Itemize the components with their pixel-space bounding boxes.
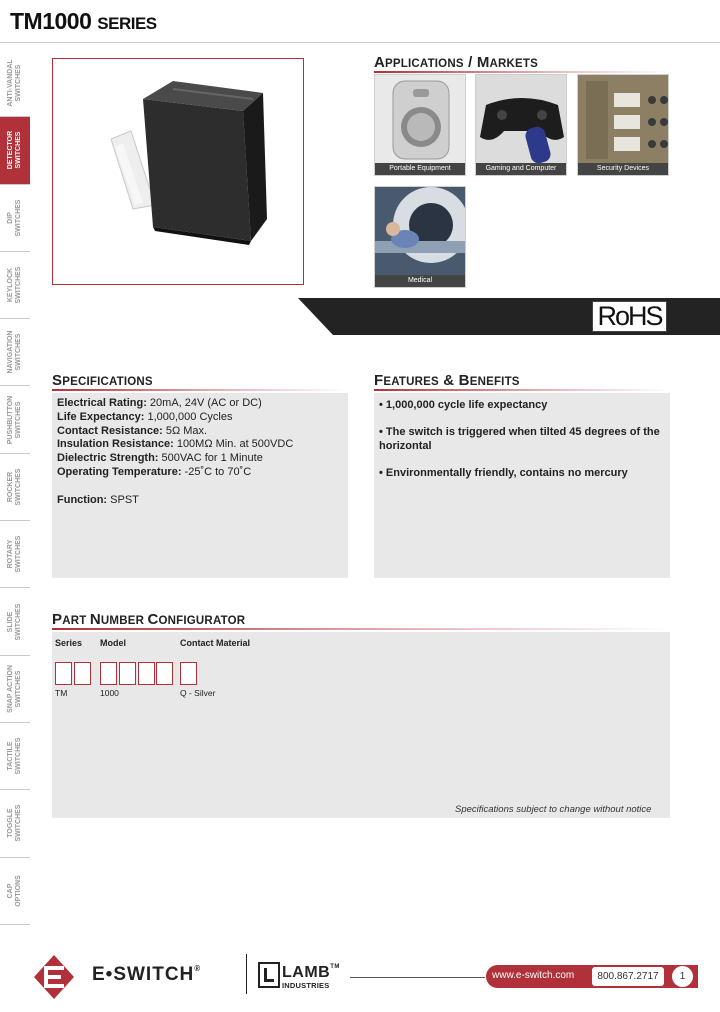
sidebar-item-tactile[interactable]: TACTILE SWITCHES: [0, 723, 30, 790]
page-title: TM1000 SERIES: [10, 8, 157, 34]
game-controller-icon: [476, 75, 567, 165]
features-heading: FEATURES & BENEFITS: [374, 372, 520, 389]
category-sidebar: [0, 50, 30, 925]
sidebar-item-rotary[interactable]: ROTARY SWITCHES: [0, 521, 30, 588]
e-switch-brand: E•SWITCH®: [92, 964, 202, 985]
config-model-value: 1000: [100, 688, 119, 698]
spec-insulation-resistance: Insulation Resistance: 100MΩ Min. at 500VDC: [57, 438, 294, 450]
config-model-box[interactable]: [156, 662, 173, 685]
config-model-label: Model: [100, 638, 126, 648]
spec-function: Function: SPST: [57, 494, 139, 506]
configurator-rule: [52, 628, 670, 630]
feature-item: • The switch is triggered when tilted 45 degrees of the horizontal: [379, 426, 660, 452]
sidebar-item-dip[interactable]: DIP SWITCHES: [0, 185, 30, 252]
title-divider: [0, 42, 720, 43]
config-contact-value: Q - Silver: [180, 688, 216, 698]
e-switch-logo-icon: [34, 955, 74, 999]
sidebar-item-pushbutton[interactable]: PUSHBUTTON SWITCHES: [0, 386, 30, 453]
config-contact-box[interactable]: [180, 662, 197, 685]
config-series-box[interactable]: [55, 662, 72, 685]
change-notice: Specifications subject to change without notice: [455, 804, 652, 815]
feature-item: • Environmentally friendly, contains no mercury: [379, 467, 628, 479]
config-model-box[interactable]: [119, 662, 136, 685]
heater-icon: [375, 75, 466, 165]
lamb-brand: LAMB™: [282, 964, 340, 981]
product-photo: [52, 58, 304, 285]
spec-operating-temperature: Operating Temperature: -25˚C to 70˚C: [57, 466, 252, 478]
spec-contact-resistance: Contact Resistance: 5Ω Max.: [57, 425, 208, 437]
website-link[interactable]: www.e-switch.com: [492, 970, 575, 981]
spec-electrical-rating: Electrical Rating: 20mA, 24V (AC or DC): [57, 397, 262, 409]
sidebar-item-snap-action[interactable]: SNAP ACTION SWITCHES: [0, 656, 30, 723]
specifications-panel: [52, 393, 348, 578]
config-model-box[interactable]: [100, 662, 117, 685]
rohs-badge: RoHS: [592, 301, 667, 332]
sidebar-item-cap-options[interactable]: CAP OPTIONS: [0, 858, 30, 925]
sidebar-item-slide[interactable]: SLIDE SWITCHES: [0, 588, 30, 655]
applications-heading: APPLICATIONS / MARKETS: [374, 54, 539, 71]
sidebar-item-toggle[interactable]: TOGGLE SWITCHES: [0, 790, 30, 857]
application-tile: Medical: [374, 186, 466, 288]
feature-item: • 1,000,000 cycle life expectancy: [379, 399, 548, 411]
application-tile: Gaming and Computer: [475, 74, 567, 176]
footer-divider: [246, 954, 247, 994]
specifications-rule: [52, 389, 348, 391]
phone-number[interactable]: 800.867.2717: [592, 967, 664, 986]
security-panel-icon: [578, 75, 669, 165]
config-series-label: Series: [55, 638, 83, 648]
lamb-industries: INDUSTRIES: [282, 981, 330, 990]
applications-rule: [374, 71, 670, 73]
page-number: 1: [672, 966, 693, 987]
spec-life-expectancy: Life Expectancy: 1,000,000 Cycles: [57, 411, 233, 423]
tilt-switch-image: [53, 59, 303, 284]
configurator-panel: [52, 632, 670, 818]
features-panel: [374, 393, 670, 578]
sidebar-item-detector[interactable]: DETECTOR SWITCHES: [0, 117, 30, 184]
sidebar-item-keylock[interactable]: KEYLOCK SWITCHES: [0, 252, 30, 319]
features-rule: [374, 389, 670, 391]
medical-scanner-icon: [375, 187, 466, 277]
config-model-box[interactable]: [138, 662, 155, 685]
config-series-box[interactable]: [74, 662, 91, 685]
sidebar-item-navigation[interactable]: NAVIGATION SWITCHES: [0, 319, 30, 386]
sidebar-item-anti-vandal[interactable]: ANTI-VANDAL SWITCHES: [0, 50, 30, 117]
config-contact-label: Contact Material: [180, 638, 251, 648]
application-tile: Portable Equipment: [374, 74, 466, 176]
specifications-heading: SPECIFICATIONS: [52, 372, 153, 389]
footer-rule: [350, 977, 485, 978]
application-tile: Security Devices: [577, 74, 669, 176]
config-series-value: TM: [55, 688, 68, 698]
sidebar-item-rocker[interactable]: ROCKER SWITCHES: [0, 454, 30, 521]
lamb-logo-icon: [258, 962, 280, 988]
configurator-heading: PART NUMBER CONFIGURATOR: [52, 611, 246, 628]
spec-dielectric-strength: Dielectric Strength: 500VAC for 1 Minute: [57, 452, 263, 464]
